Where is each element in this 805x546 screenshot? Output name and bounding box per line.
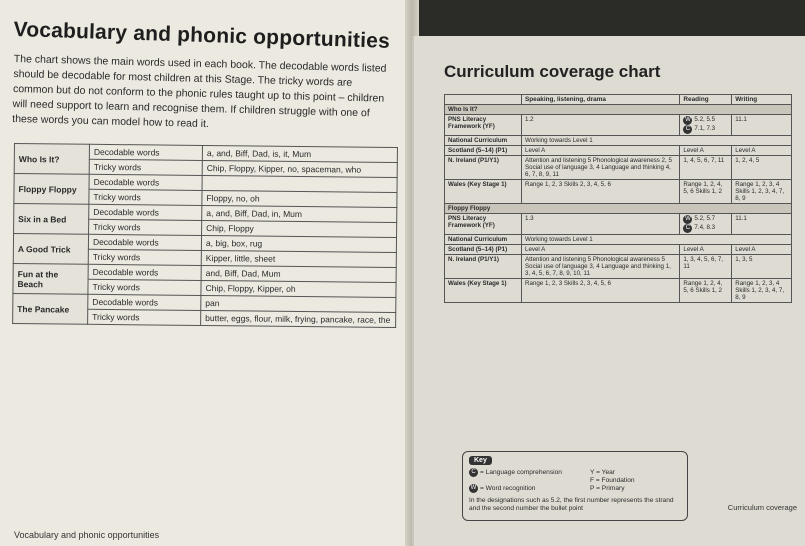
book-name: Six in a Bed	[14, 204, 89, 235]
header-speaking: Speaking, listening, drama	[522, 95, 680, 105]
page-footer: Vocabulary and phonic opportunities	[14, 530, 160, 540]
pns-row	[445, 115, 792, 136]
book-heading: Floppy Floppy	[445, 204, 792, 214]
region-speaking: Level A	[522, 146, 680, 156]
header-writing: Writing	[732, 95, 792, 105]
w-badge-icon: W	[470, 485, 477, 491]
key-note: In the designations such as 5.2, the first number represents the strand and the second number the bullet point	[469, 497, 674, 512]
intro-paragraph: The chart shows the main words used in each book. The decodable words listed should be decodable for most children at this Stage. The tricky words are common but do not conform to the phonic rules taught up to this point – children will need support to learn and recognise them. If children struggle with one of these words you can model how to read it.	[12, 52, 387, 131]
key-row-c	[469, 468, 681, 477]
region-writing: Range 1, 2, 3, 4 Skills 1, 2, 3, 4, 7, 8, 9	[732, 180, 792, 204]
word-type: Decodable words	[88, 264, 201, 280]
word-type: Tricky words	[88, 309, 201, 325]
region-reading: Range 1, 2, 4, 5, 6 Skills 1, 2	[680, 279, 732, 303]
book-name: A Good Trick	[13, 234, 88, 265]
key-w-text: = Word recognition	[480, 485, 536, 492]
region-row	[445, 279, 792, 303]
region-speaking: Attention and listening 5 Phonological awareness 5 Social use of language 3, 4 Language and thinking 1, 3, 4, 5, 6, 7, 8, 9, 10, 11	[522, 255, 680, 279]
word-type: Tricky words	[89, 159, 202, 175]
curriculum-table	[444, 94, 792, 303]
reading-c-line	[683, 125, 728, 134]
region-speaking: Level A	[522, 245, 680, 255]
national-curriculum-row	[445, 235, 792, 245]
word-list: a, and, Biff, Dad, is, it, Mum	[202, 145, 397, 162]
word-list: a, and, Biff, Dad, in, Mum	[202, 205, 397, 222]
c-badge-icon: C	[683, 125, 692, 134]
key-primary: P = Primary	[590, 485, 625, 492]
region-reading: 1, 3, 4, 5, 6, 7, 11	[680, 255, 732, 279]
word-type: Tricky words	[89, 219, 202, 235]
region-row	[445, 180, 792, 204]
book-band-row	[445, 204, 792, 214]
word-list: a, big, box, rug	[201, 235, 396, 252]
pns-speaking: 1.3	[522, 214, 680, 235]
book-band-row	[445, 105, 792, 115]
pns-row	[445, 214, 792, 235]
pns-writing: 11.1	[732, 214, 792, 235]
word-type: Decodable words	[88, 294, 201, 310]
nc-value: Working towards Level 1	[522, 136, 792, 146]
national-curriculum-row	[445, 136, 792, 146]
region-name: Scotland (5–14) (P1)	[445, 245, 522, 255]
word-type: Decodable words	[89, 174, 202, 190]
region-name: Wales (Key Stage 1)	[445, 180, 522, 204]
region-row	[445, 156, 792, 180]
key-label: Key	[469, 456, 492, 465]
reading-w-line	[683, 116, 728, 125]
reading-c-line	[683, 224, 728, 233]
w-badge-icon: W	[685, 117, 691, 123]
word-type: Decodable words	[89, 144, 202, 160]
region-row	[445, 255, 792, 279]
pns-speaking: 1.2	[522, 115, 680, 136]
key-c-text: = Language comprehension	[480, 469, 562, 476]
nc-label: National Curriculum	[445, 235, 522, 245]
key-row-f	[469, 477, 681, 484]
word-type: Decodable words	[88, 234, 201, 250]
vocabulary-table	[12, 143, 398, 328]
key-foundation: F = Foundation	[590, 477, 635, 484]
key-box	[462, 451, 688, 521]
word-list: Floppy, no, oh	[202, 190, 397, 207]
reading-c-value: 7.1, 7.3	[694, 125, 716, 132]
w-badge-icon: W	[685, 216, 691, 222]
right-page	[412, 36, 805, 546]
word-list: pan	[201, 295, 396, 312]
book-name: Who Is It?	[14, 144, 89, 175]
pns-reading	[680, 214, 732, 235]
region-reading: Level A	[680, 245, 732, 255]
book-name: The Pancake	[13, 293, 88, 324]
word-list: Chip, Floppy, Kipper, no, spaceman, who	[202, 160, 397, 177]
key-year: Y = Year	[590, 469, 615, 476]
reading-c-value: 7.4, 8.3	[694, 224, 716, 231]
region-speaking: Range 1, 2, 3 Skills 2, 3, 4, 5, 6	[522, 180, 680, 204]
pns-writing: 11.1	[732, 115, 792, 136]
book-name: Fun at the Beach	[13, 263, 88, 294]
pns-label: PNS Literacy Framework (YF)	[445, 214, 522, 235]
right-page-footer: Curriculum coverage	[727, 503, 797, 512]
reading-w-line	[683, 215, 728, 224]
header-reading: Reading	[680, 95, 732, 105]
header-blank	[445, 95, 522, 105]
region-writing: Level A	[732, 146, 792, 156]
c-badge-icon: C	[683, 224, 692, 233]
region-name: N. Ireland (P1/Y1)	[445, 156, 522, 180]
pns-reading	[680, 115, 732, 136]
nc-label: National Curriculum	[445, 136, 522, 146]
word-type: Tricky words	[89, 189, 202, 205]
region-speaking: Attention and listening 5 Phonological awareness 2, 5 Social use of language 3, 4 Language and thinking 4, 6, 7, 8, 9, 11	[522, 156, 680, 180]
reading-w-value: 5.2, 5.7	[694, 215, 716, 222]
key-row-w	[469, 484, 681, 493]
word-list: and, Biff, Dad, Mum	[201, 265, 396, 282]
pns-label: PNS Literacy Framework (YF)	[445, 115, 522, 136]
word-list: Chip, Floppy, Kipper, oh	[201, 280, 396, 297]
book-name: Floppy Floppy	[14, 174, 89, 205]
region-row	[445, 146, 792, 156]
region-speaking: Range 1, 2, 3 Skills 2, 3, 4, 5, 6	[522, 279, 680, 303]
book-heading: Who Is It?	[445, 105, 792, 115]
region-writing: Range 1, 2, 3, 4 Skills 1, 2, 3, 4, 7, 8, 9	[732, 279, 792, 303]
region-writing: 1, 3, 5	[732, 255, 792, 279]
region-reading: Level A	[680, 146, 732, 156]
word-list: butter, eggs, flour, milk, frying, pancake, race, the	[201, 310, 396, 327]
word-type: Tricky words	[88, 249, 201, 265]
region-name: Scotland (5–14) (P1)	[445, 146, 522, 156]
word-type: Tricky words	[88, 279, 201, 295]
region-reading: Range 1, 2, 4, 5, 6 Skills 1, 2	[680, 180, 732, 204]
reading-w-value: 5.2, 5.5	[694, 116, 716, 123]
nc-value: Working towards Level 1	[522, 235, 792, 245]
word-type: Decodable words	[89, 204, 202, 220]
word-list: Chip, Floppy	[202, 220, 397, 237]
region-name: N. Ireland (P1/Y1)	[445, 255, 522, 279]
curriculum-title: Curriculum coverage chart	[444, 62, 661, 81]
region-reading: 1, 4, 5, 6, 7, 11	[680, 156, 732, 180]
region-writing: Level A	[732, 245, 792, 255]
page-title: Vocabulary and phonic opportunities	[13, 18, 391, 53]
word-list: Kipper, little, sheet	[201, 250, 396, 267]
region-row	[445, 245, 792, 255]
region-name: Wales (Key Stage 1)	[445, 279, 522, 303]
region-writing: 1, 2, 4, 5	[732, 156, 792, 180]
c-badge-icon: C	[469, 468, 478, 477]
